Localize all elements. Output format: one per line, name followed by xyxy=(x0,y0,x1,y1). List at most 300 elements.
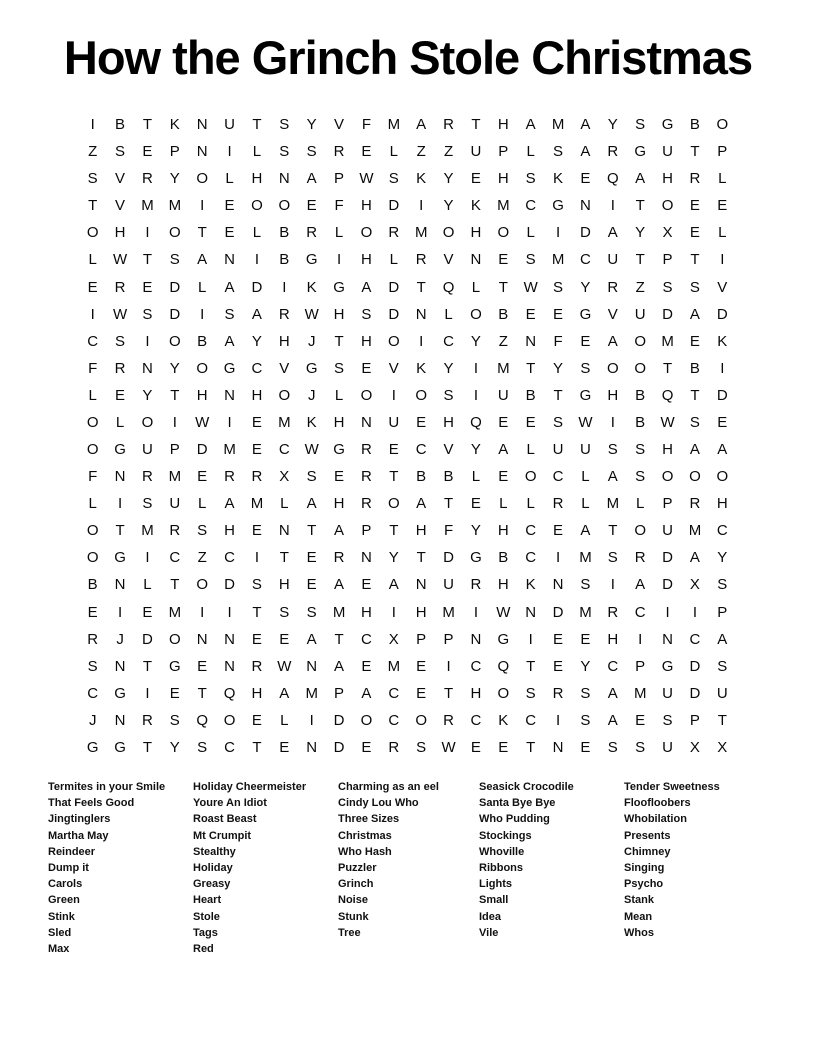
word-item: Vile xyxy=(479,926,499,939)
grid-letter: S xyxy=(580,359,591,377)
grid-letter: I xyxy=(145,684,150,702)
grid-letter: W xyxy=(277,657,292,675)
grid-letter: M xyxy=(579,603,592,621)
grid-letter: W xyxy=(578,413,593,431)
grid-letter: E xyxy=(470,495,481,513)
grid-letter: S xyxy=(443,386,454,404)
grid-letter: G xyxy=(552,197,564,215)
grid-letter: O xyxy=(360,386,373,404)
grid-letter: M xyxy=(414,224,428,242)
grid-letter: Y xyxy=(553,359,564,377)
grid-letter: V xyxy=(607,305,618,323)
grid-letter: U xyxy=(552,441,564,459)
grid-letter: I xyxy=(473,359,479,377)
grid-letter: S xyxy=(525,170,536,188)
grid-letter: O xyxy=(278,386,291,404)
grid-letter: E xyxy=(279,738,290,756)
grid-letter: I xyxy=(200,603,205,621)
grid-letter: P xyxy=(334,170,345,188)
grid-letter: L xyxy=(499,495,508,513)
grid-letter: A xyxy=(279,684,290,702)
grid-letter: M xyxy=(497,197,510,215)
grid-letter: D xyxy=(142,630,153,648)
grid-letter: R xyxy=(278,305,290,323)
grid-letter: N xyxy=(662,630,673,648)
grid-letter: Q xyxy=(442,278,455,296)
grid-letter: E xyxy=(224,224,235,242)
grid-letter: O xyxy=(387,332,400,350)
grid-letter: T xyxy=(279,549,289,567)
grid-letter: S xyxy=(580,684,591,702)
grid-letter: B xyxy=(498,549,509,567)
word-item: Grinch xyxy=(338,878,374,891)
word-item: Charming as an eel xyxy=(338,781,439,793)
grid-letter: Z xyxy=(635,278,645,296)
grid-letter: O xyxy=(141,413,154,431)
grid-letter: M xyxy=(551,116,565,134)
grid-letter: S xyxy=(142,495,153,513)
grid-letter: W xyxy=(112,305,128,323)
grid-letter: G xyxy=(661,657,674,675)
grid-letter: I xyxy=(172,413,177,431)
grid-letter: G xyxy=(114,549,126,567)
grid-letter: N xyxy=(142,359,153,377)
word-item: Stealthy xyxy=(193,845,236,858)
grid-letter: E xyxy=(142,143,153,161)
grid-letter: G xyxy=(661,116,674,134)
word-item: Green xyxy=(48,894,80,907)
grid-letter: H xyxy=(607,386,619,404)
word-item: Tender Sweetness xyxy=(624,781,720,793)
grid-letter: D xyxy=(388,278,400,296)
grid-letter: M xyxy=(168,468,182,486)
grid-letter: G xyxy=(305,251,318,269)
grid-letter: E xyxy=(251,522,262,540)
grid-letter: O xyxy=(360,224,373,242)
grid-letter: N xyxy=(196,143,208,161)
grid-letter: B xyxy=(279,251,290,269)
grid-letter: C xyxy=(525,711,537,729)
word-item: Jingtinglers xyxy=(48,813,111,826)
grid-letter: B xyxy=(443,468,454,486)
grid-letter: Z xyxy=(416,143,426,161)
grid-letter: W xyxy=(195,413,210,431)
grid-letter: R xyxy=(142,170,153,188)
grid-letter: E xyxy=(717,197,728,215)
grid-letter: V xyxy=(115,197,126,215)
grid-letter: D xyxy=(169,278,181,296)
grid-letter: T xyxy=(170,576,180,594)
grid-letter: S xyxy=(87,170,98,188)
word-item: Youre An Idiot xyxy=(193,797,267,810)
grid-letter: D xyxy=(443,549,454,567)
grid-letter: A xyxy=(607,684,618,702)
grid-letter: C xyxy=(251,359,263,377)
grid-letter: S xyxy=(689,413,700,431)
grid-letter: C xyxy=(552,468,564,486)
grid-letter: C xyxy=(470,711,482,729)
grid-letter: Y xyxy=(388,549,399,567)
grid-letter: V xyxy=(443,441,454,459)
grid-letter: U xyxy=(470,143,482,161)
grid-letter: S xyxy=(306,468,317,486)
grid-letter: N xyxy=(552,738,564,756)
grid-letter: O xyxy=(716,116,729,134)
word-list-column-5 xyxy=(624,779,720,941)
grid-letter: O xyxy=(415,711,428,729)
grid-letter: E xyxy=(553,522,564,540)
grid-letter: O xyxy=(661,197,674,215)
grid-letter: K xyxy=(416,170,427,188)
grid-letter: A xyxy=(607,711,618,729)
word-item: Whos xyxy=(624,926,654,939)
grid-letter: E xyxy=(689,197,700,215)
grid-letter: G xyxy=(579,305,592,323)
grid-letter: G xyxy=(114,684,126,702)
grid-letter: A xyxy=(388,576,399,594)
grid-letter: H xyxy=(251,170,263,188)
grid-letter: R xyxy=(388,738,400,756)
grid-letter: G xyxy=(333,278,345,296)
grid-letter: V xyxy=(115,170,126,188)
grid-letter: R xyxy=(689,170,701,188)
grid-letter: T xyxy=(526,359,536,377)
word-list-column-2 xyxy=(193,779,306,957)
grid-letter: A xyxy=(689,441,700,459)
grid-letter: T xyxy=(88,197,98,215)
grid-letter: O xyxy=(661,468,674,486)
grid-letter: F xyxy=(334,197,344,215)
grid-letter: T xyxy=(717,711,727,729)
grid-letter: L xyxy=(252,224,262,242)
grid-letter: C xyxy=(525,522,537,540)
grid-letter: U xyxy=(716,684,728,702)
grid-letter: S xyxy=(279,116,290,134)
grid-letter: N xyxy=(415,305,427,323)
grid-letter: D xyxy=(689,684,701,702)
grid-letter: R xyxy=(415,251,427,269)
grid-letter: O xyxy=(387,495,400,513)
word-item: Stink xyxy=(48,910,75,923)
grid-letter: C xyxy=(169,549,181,567)
grid-letter: E xyxy=(580,170,591,188)
grid-letter: I xyxy=(528,630,533,648)
word-item: Tags xyxy=(193,926,218,939)
word-item: Whobilation xyxy=(624,813,687,826)
grid-letter: W xyxy=(359,170,374,188)
grid-letter: Q xyxy=(497,657,510,675)
grid-letter: E xyxy=(498,251,509,269)
grid-letter: U xyxy=(388,413,400,431)
grid-letter: N xyxy=(361,549,372,567)
grid-letter: T xyxy=(471,116,481,134)
grid-letter: P xyxy=(169,441,180,459)
grid-letter: Y xyxy=(251,332,262,350)
grid-letter: O xyxy=(196,359,209,377)
grid-letter: I xyxy=(692,603,698,621)
grid-letter: S xyxy=(306,603,317,621)
grid-letter: D xyxy=(662,305,673,323)
grid-letter: L xyxy=(198,495,207,513)
grid-letter: M xyxy=(688,522,702,540)
word-item: Stank xyxy=(624,894,654,907)
grid-letter: R xyxy=(361,468,372,486)
grid-letter: D xyxy=(169,305,181,323)
grid-letter: D xyxy=(251,278,263,296)
word-search-grid xyxy=(79,111,736,761)
grid-letter: E xyxy=(580,630,591,648)
grid-letter: I xyxy=(145,224,150,242)
grid-letter: R xyxy=(470,576,482,594)
grid-letter: O xyxy=(278,197,291,215)
grid-letter: B xyxy=(279,224,290,242)
word-item: Who Pudding xyxy=(479,813,550,826)
grid-letter: O xyxy=(634,332,647,350)
grid-letter: S xyxy=(553,143,564,161)
word-item: Three Sizes xyxy=(338,813,400,826)
grid-letter: E xyxy=(87,278,98,296)
grid-letter: E xyxy=(416,413,427,431)
grid-letter: T xyxy=(142,657,153,675)
grid-letter: F xyxy=(553,332,563,350)
grid-letter: N xyxy=(278,170,290,188)
grid-letter: D xyxy=(552,603,564,621)
grid-letter: T xyxy=(197,224,207,242)
grid-letter: H xyxy=(333,495,345,513)
word-item: Red xyxy=(193,943,214,956)
grid-letter: S xyxy=(553,413,564,431)
word-list xyxy=(0,779,816,959)
grid-letter: T xyxy=(526,657,536,675)
grid-letter: C xyxy=(87,332,99,350)
grid-letter: A xyxy=(334,522,345,540)
grid-letter: T xyxy=(252,116,262,134)
grid-letter: B xyxy=(635,413,646,431)
grid-letter: H xyxy=(196,386,208,404)
grid-letter: R xyxy=(634,549,646,567)
grid-letter: H xyxy=(415,522,427,540)
grid-letter: S xyxy=(635,738,646,756)
grid-letter: U xyxy=(224,116,235,134)
word-item: Christmas xyxy=(338,829,392,842)
grid-letter: E xyxy=(635,711,646,729)
grid-letter: B xyxy=(689,116,700,134)
grid-letter: F xyxy=(88,468,98,486)
grid-letter: E xyxy=(361,657,372,675)
grid-letter: C xyxy=(443,332,454,350)
grid-letter: U xyxy=(142,441,153,459)
grid-letter: M xyxy=(551,251,565,269)
grid-letter: S xyxy=(306,143,317,161)
grid-letter: O xyxy=(716,468,729,486)
grid-letter: A xyxy=(416,116,427,134)
grid-letter: Y xyxy=(470,332,481,350)
grid-letter: L xyxy=(471,468,481,486)
grid-letter: R xyxy=(607,143,619,161)
grid-letter: S xyxy=(416,738,427,756)
grid-letter: L xyxy=(115,413,125,431)
grid-letter: S xyxy=(525,684,536,702)
grid-letter: I xyxy=(720,359,725,377)
grid-letter: L xyxy=(334,386,344,404)
grid-letter: E xyxy=(197,657,208,675)
grid-letter: G xyxy=(223,359,236,377)
grid-letter: P xyxy=(717,603,728,621)
grid-letter: C xyxy=(415,441,427,459)
grid-letter: R xyxy=(251,657,263,675)
grid-letter: R xyxy=(251,468,263,486)
grid-letter: O xyxy=(168,332,181,350)
grid-letter: W xyxy=(660,413,675,431)
word-item: Chimney xyxy=(624,845,671,858)
grid-letter: K xyxy=(553,170,564,188)
grid-letter: C xyxy=(278,441,290,459)
grid-letter: L xyxy=(88,495,97,513)
grid-letter: M xyxy=(633,684,647,702)
grid-letter: O xyxy=(223,711,236,729)
grid-letter: E xyxy=(416,657,427,675)
grid-letter: B xyxy=(197,332,208,350)
grid-letter: R xyxy=(607,603,619,621)
grid-letter: I xyxy=(473,603,479,621)
grid-letter: N xyxy=(415,576,427,594)
grid-letter: C xyxy=(224,738,235,756)
word-item: Floofloobers xyxy=(624,797,691,810)
grid-letter: G xyxy=(497,630,510,648)
grid-letter: Y xyxy=(635,224,646,242)
grid-letter: U xyxy=(662,522,673,540)
grid-letter: H xyxy=(470,224,482,242)
grid-letter: E xyxy=(525,305,536,323)
grid-letter: L xyxy=(198,278,207,296)
grid-letter: E xyxy=(251,630,262,648)
grid-letter: I xyxy=(227,413,232,431)
grid-letter: T xyxy=(307,522,317,540)
grid-letter: E xyxy=(553,630,564,648)
grid-letter: B xyxy=(689,359,700,377)
grid-letter: K xyxy=(470,197,481,215)
grid-letter: M xyxy=(332,603,346,621)
grid-letter: N xyxy=(361,413,372,431)
grid-letter: X xyxy=(388,630,399,648)
grid-letter: Q xyxy=(223,684,236,702)
grid-letter: S xyxy=(279,603,290,621)
grid-letter: S xyxy=(662,711,673,729)
grid-letter: A xyxy=(717,441,728,459)
grid-letter: E xyxy=(470,738,481,756)
grid-letter: E xyxy=(498,738,509,756)
grid-letter: I xyxy=(391,603,396,621)
grid-letter: C xyxy=(361,630,372,648)
grid-letter: E xyxy=(361,143,372,161)
grid-letter: G xyxy=(168,657,181,675)
grid-letter: O xyxy=(689,468,701,486)
grid-letter: L xyxy=(718,170,727,188)
grid-letter: H xyxy=(361,603,372,621)
grid-letter: A xyxy=(607,332,618,350)
grid-letter: O xyxy=(86,522,99,540)
grid-letter: S xyxy=(525,251,536,269)
word-item: Tree xyxy=(338,926,361,939)
grid-letter: I xyxy=(117,603,123,621)
grid-letter: C xyxy=(224,549,235,567)
grid-letter: V xyxy=(388,359,399,377)
grid-letter: S xyxy=(635,116,646,134)
grid-letter: U xyxy=(634,305,646,323)
grid-letter: I xyxy=(555,549,561,567)
grid-letter: B xyxy=(498,305,509,323)
grid-letter: K xyxy=(717,332,728,350)
grid-letter: T xyxy=(142,251,153,269)
grid-letter: S xyxy=(607,549,618,567)
grid-letter: R xyxy=(443,711,454,729)
grid-letter: E xyxy=(498,468,509,486)
word-item: Presents xyxy=(624,829,671,842)
grid-letter: E xyxy=(169,684,180,702)
grid-letter: A xyxy=(334,576,345,594)
grid-letter: H xyxy=(497,116,509,134)
grid-letter: G xyxy=(470,549,482,567)
grid-letter: S xyxy=(334,359,345,377)
grid-letter: O xyxy=(86,224,99,242)
grid-letter: D xyxy=(689,657,701,675)
grid-letter: Y xyxy=(142,386,153,404)
grid-letter: L xyxy=(280,495,289,513)
grid-letter: D xyxy=(388,197,400,215)
word-item: Stole xyxy=(193,910,220,923)
grid-letter: E xyxy=(580,738,591,756)
grid-letter: L xyxy=(143,576,152,594)
grid-letter: G xyxy=(86,738,99,756)
grid-letter: B xyxy=(87,576,98,594)
grid-letter: O xyxy=(497,684,510,702)
word-list-column-1 xyxy=(48,779,165,957)
word-item: Dump it xyxy=(48,862,89,875)
grid-letter: L xyxy=(389,143,398,161)
word-item: Mt Crumpit xyxy=(193,829,252,842)
grid-letter: S xyxy=(553,278,564,296)
grid-letter: W xyxy=(441,738,456,756)
word-item: Stockings xyxy=(479,829,532,842)
grid-letter: N xyxy=(580,197,591,215)
grid-letter: Y xyxy=(306,116,317,134)
word-item: Reindeer xyxy=(48,845,96,858)
grid-letter: L xyxy=(581,495,590,513)
grid-letter: E xyxy=(361,738,372,756)
grid-letter: C xyxy=(689,630,701,648)
grid-letter: A xyxy=(580,116,591,134)
grid-letter: R xyxy=(689,495,701,513)
grid-letter: S xyxy=(169,711,180,729)
grid-letter: G xyxy=(333,441,345,459)
grid-letter: E xyxy=(279,630,290,648)
grid-letter: I xyxy=(90,116,95,134)
grid-letter: H xyxy=(497,576,509,594)
word-item: Noise xyxy=(338,894,368,907)
grid-letter: T xyxy=(389,468,399,486)
grid-letter: S xyxy=(607,738,618,756)
grid-letter: R xyxy=(443,116,454,134)
grid-letter: K xyxy=(416,359,427,377)
grid-letter: B xyxy=(525,386,536,404)
grid-letter: S xyxy=(115,143,126,161)
grid-letter: L xyxy=(526,441,535,459)
grid-letter: P xyxy=(498,143,509,161)
grid-letter: I xyxy=(145,332,150,350)
grid-letter: I xyxy=(145,549,150,567)
grid-letter: H xyxy=(662,170,673,188)
grid-letter: N xyxy=(224,386,235,404)
